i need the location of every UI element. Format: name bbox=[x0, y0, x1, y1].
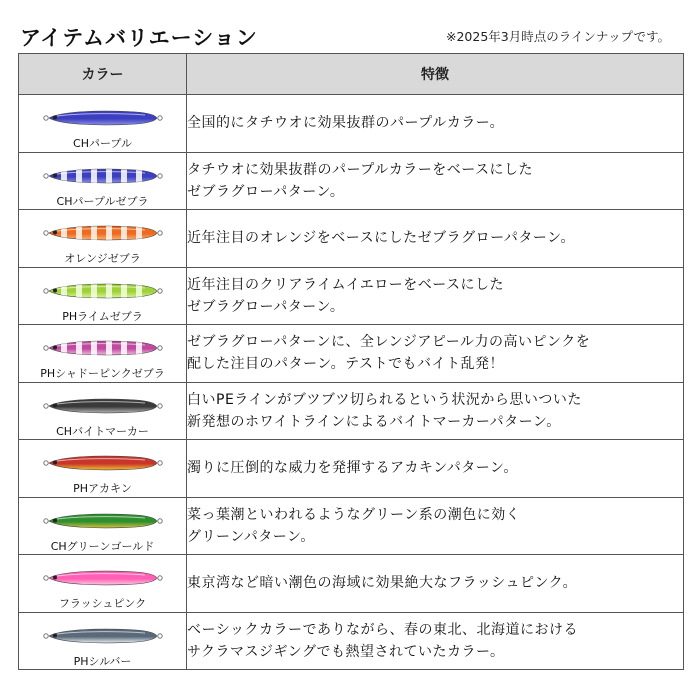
jig-lure-icon bbox=[41, 394, 165, 418]
color-cell bbox=[19, 267, 187, 325]
description-line: グリーンパターン。 bbox=[187, 528, 315, 545]
description-line: 近年注目のオレンジをベースにしたゼブラグローパターン。 bbox=[187, 230, 575, 247]
table-row bbox=[19, 267, 684, 325]
description-line: 東京湾など暗い潮色の海域に効果絶大なフラッシュピンク。 bbox=[187, 575, 578, 592]
jig-lure-icon bbox=[41, 221, 165, 245]
table-row bbox=[19, 555, 684, 613]
lure-image bbox=[19, 218, 186, 248]
color-name: PHシャドーピンクゼブラ bbox=[40, 367, 165, 380]
table-header-row bbox=[19, 54, 684, 95]
page-title: アイテムバリエーション bbox=[20, 26, 258, 50]
table-row bbox=[19, 382, 684, 440]
lure-image bbox=[19, 563, 186, 593]
color-cell bbox=[19, 325, 187, 383]
color-cell bbox=[19, 497, 187, 555]
feature-description bbox=[187, 267, 684, 325]
jig-lure-icon bbox=[41, 451, 165, 475]
jig-lure-icon bbox=[41, 106, 165, 130]
lure-image bbox=[19, 161, 186, 191]
feature-description bbox=[187, 325, 684, 383]
description-line: 白いPEラインがブツブツ切られるという状況から思いついた bbox=[187, 391, 582, 408]
description-line: サクラマスジギングでも熱望されていたカラー。 bbox=[187, 643, 505, 660]
feature-description bbox=[187, 95, 684, 153]
color-name: PHシルバー bbox=[73, 654, 132, 668]
color-name: CHパープル bbox=[73, 137, 132, 150]
feature-description bbox=[187, 497, 684, 555]
feature-description bbox=[187, 382, 684, 440]
color-name: オレンジゼブラ bbox=[64, 252, 141, 265]
color-cell bbox=[19, 210, 187, 268]
feature-column-header: 特徴 bbox=[187, 54, 684, 95]
jig-lure-icon bbox=[41, 509, 165, 533]
color-column-header: カラー bbox=[19, 54, 187, 95]
description-line: ベーシックカラーでありながら、春の東北、北海道における bbox=[187, 621, 578, 638]
description-line: 全国的にタチウオに効果抜群のパープルカラー。 bbox=[187, 115, 505, 132]
table-row bbox=[19, 497, 684, 555]
description-line: 新発想のホワイトラインによるバイトマーカーパターン。 bbox=[187, 413, 561, 430]
table-row bbox=[19, 95, 684, 153]
color-name: CHバイトマーカー bbox=[56, 424, 149, 438]
feature-description bbox=[187, 152, 684, 210]
feature-description bbox=[187, 612, 684, 670]
description-line: 近年注目のクリアライムイエローをベースにした bbox=[187, 276, 505, 293]
table-row bbox=[19, 210, 684, 268]
table-row bbox=[19, 440, 684, 498]
color-cell bbox=[19, 440, 187, 498]
table-row bbox=[19, 612, 684, 670]
jig-lure-icon bbox=[41, 164, 165, 188]
variation-table bbox=[18, 53, 684, 670]
jig-lure-icon bbox=[41, 336, 165, 360]
lure-image bbox=[19, 391, 186, 421]
feature-description bbox=[187, 555, 684, 613]
feature-description bbox=[187, 440, 684, 498]
color-cell bbox=[19, 382, 187, 440]
jig-lure-icon bbox=[41, 279, 165, 303]
description-line: 濁りに圧倒的な威力を発揮するアカキンパターン。 bbox=[187, 460, 518, 477]
lure-image bbox=[19, 333, 186, 363]
color-cell bbox=[19, 95, 187, 153]
lure-image bbox=[19, 621, 186, 651]
table-row bbox=[19, 152, 684, 210]
color-name: PHライムゼブラ bbox=[62, 309, 143, 323]
table-row bbox=[19, 325, 684, 383]
description-line: ゼブラグローパターン。 bbox=[187, 298, 345, 315]
lure-image bbox=[19, 506, 186, 536]
lineup-note: ※2025年3月時点のラインナップです。 bbox=[446, 29, 670, 44]
description-line: タチウオに効果抜群のパープルカラーをベースにした bbox=[187, 161, 534, 178]
jig-lure-icon bbox=[41, 566, 165, 590]
color-name: PHアカキン bbox=[73, 482, 132, 495]
lure-image bbox=[19, 103, 186, 133]
feature-description bbox=[187, 210, 684, 268]
lure-image bbox=[19, 276, 186, 306]
color-name: フラッシュピンク bbox=[58, 597, 147, 610]
color-cell bbox=[19, 555, 187, 613]
lure-image bbox=[19, 448, 186, 478]
description-line: 菜っ葉潮といわれるようなグリーン系の潮色に効く bbox=[187, 506, 521, 523]
jig-lure-icon bbox=[41, 624, 165, 648]
color-name: CHグリーンゴールド bbox=[50, 539, 155, 553]
description-line: ゼブラグローパターンに、全レンジアピール力の高いピンクを bbox=[187, 334, 591, 351]
color-cell bbox=[19, 612, 187, 670]
color-cell bbox=[19, 152, 187, 210]
description-line: 配した注目のパターン。テストでもバイト乱発！ bbox=[187, 356, 505, 373]
color-name: CHパープルゼブラ bbox=[56, 194, 149, 208]
description-line: ゼブラグローパターン。 bbox=[187, 183, 345, 200]
